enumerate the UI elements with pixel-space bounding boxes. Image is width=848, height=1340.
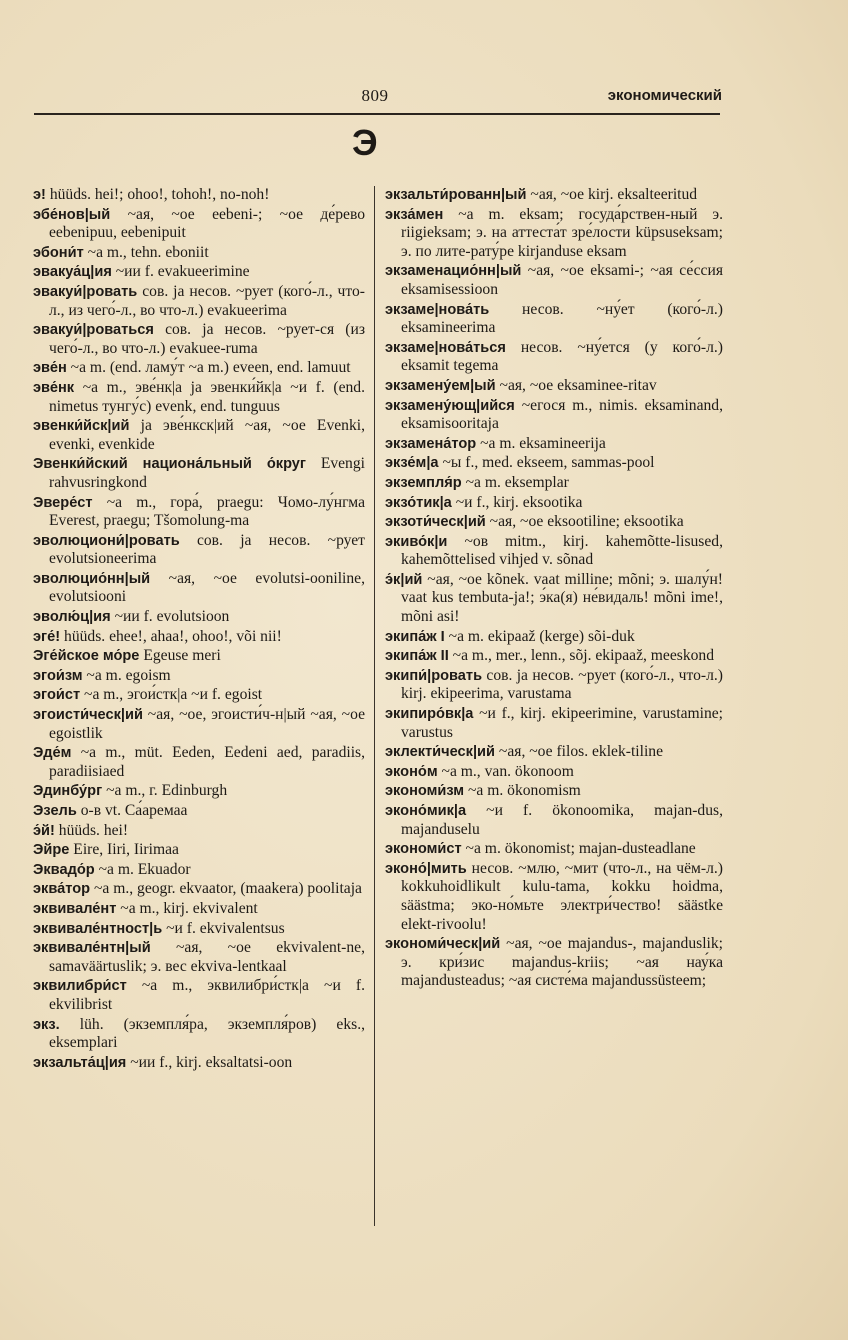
entry-headword: эквивале́нтност|ь bbox=[33, 920, 163, 937]
entry-headword: эконо́мик|а bbox=[385, 803, 467, 819]
entry-definition: ~ая, ~ое, эгоисти́ч-н|ый ~ая, ~ое egoistlik bbox=[49, 706, 365, 742]
entry-headword: Эдинбу́рг bbox=[33, 783, 103, 800]
entry-headword: экипа́ж I bbox=[385, 628, 445, 645]
dictionary-entry bbox=[385, 935, 723, 991]
entry-definition: ~а m. ökonomism bbox=[464, 782, 581, 800]
dictionary-entry bbox=[33, 321, 365, 358]
right-column bbox=[385, 186, 723, 992]
dictionary-entry bbox=[33, 920, 365, 939]
entry-headword: экзо́тик|а bbox=[385, 494, 452, 511]
entry-definition: ~ая, ~ое majandus-, majanduslik; э. кри́зис majandus-kriis; ~ая нау́ка majandusteadus; ~ая систе́ма majandussüsteem; bbox=[401, 935, 723, 990]
entry-definition: ~и f., kirj. eksootika bbox=[451, 493, 583, 511]
entry-headword: Эйре bbox=[33, 842, 70, 859]
entry-definition: ~ая, ~ое eksootiline; eksootika bbox=[485, 513, 684, 531]
dictionary-entry bbox=[385, 743, 723, 762]
entry-definition: ~а m., kirj. ekvivalent bbox=[116, 899, 258, 917]
entry-headword: эволюциони́|ровать bbox=[33, 532, 180, 549]
dictionary-entry bbox=[33, 628, 365, 647]
dictionary-entry bbox=[33, 939, 365, 976]
dictionary-entry bbox=[33, 861, 365, 880]
entry-headword: Эде́м bbox=[33, 745, 72, 762]
entry-definition: hüüds. hei! bbox=[54, 821, 129, 839]
entry-definition: ~ая, ~ое ekvivalent-ne, samaväärtuslik; э. вес ekviva-lentkaal bbox=[49, 939, 365, 975]
entry-definition: ~ии f. evakueerimine bbox=[111, 263, 250, 281]
entry-headword: Эге́йское мо́ре bbox=[33, 648, 140, 665]
entry-headword: эклекти́ческ|ий bbox=[385, 744, 496, 761]
dictionary-entry bbox=[33, 570, 365, 607]
entry-definition: ~а m. ekipaaž (kerge) sõi-duk bbox=[444, 627, 635, 645]
dictionary-entry bbox=[33, 667, 365, 686]
dictionary-entry bbox=[33, 706, 365, 743]
entry-definition: сов. ja несов. ~рует evolutsioneerima bbox=[49, 531, 365, 568]
entry-definition: ~а m., эквилибри́стк|а ~и f. ekvilibrist bbox=[49, 977, 365, 1013]
entry-headword: эгоисти́ческ|ий bbox=[33, 707, 143, 724]
entry-definition: ~ов mitm., kirj. kahemõtte-lisused, kahemõttelised vihjed v. sõnad bbox=[401, 532, 723, 569]
dictionary-entry bbox=[385, 494, 723, 513]
entry-headword: э́й! bbox=[33, 822, 55, 839]
dictionary-entry bbox=[385, 474, 723, 493]
entry-definition: ~а m., гора́, praegu: Чомо-лу́нгма Everest, praegu; Tšomolung-ma bbox=[49, 493, 365, 530]
entry-headword: э! bbox=[33, 187, 46, 203]
entry-headword: экономи́зм bbox=[385, 783, 465, 800]
dictionary-entry bbox=[385, 782, 723, 801]
dictionary-entry bbox=[385, 301, 723, 338]
entry-definition: Egeuse meri bbox=[139, 647, 221, 665]
dictionary-entry bbox=[33, 782, 365, 801]
dictionary-entry bbox=[385, 628, 723, 647]
dictionary-entry bbox=[33, 1054, 365, 1073]
dictionary-entry bbox=[33, 532, 365, 569]
entry-headword: эбони́т bbox=[33, 244, 84, 261]
entry-definition: ~ая, ~ое eebeni-; ~ое де́рево eebenipuu, eebenipuit bbox=[49, 205, 365, 242]
entry-definition: ~а m. eksamineerija bbox=[476, 434, 606, 452]
dictionary-entry bbox=[33, 359, 365, 378]
dictionary-entry bbox=[385, 435, 723, 454]
entry-headword: Эзель bbox=[33, 803, 77, 819]
dictionary-entry bbox=[33, 802, 365, 821]
entry-definition: ~а m., г. Edinburgh bbox=[102, 782, 228, 800]
dictionary-entry bbox=[385, 339, 723, 376]
entry-definition: несов. ~млю, ~мит (что-л., на чём-л.) kokkuhoidlikult kulu-tama, kokku hoidma, säästma; эко-но́мьте электри́чество! säästke elekt-rivoolu! bbox=[401, 859, 723, 933]
dictionary-entry bbox=[33, 263, 365, 282]
entry-definition: ~ая, ~ое evolutsi-ooniline, evolutsiooni bbox=[49, 569, 365, 606]
dictionary-entry bbox=[33, 900, 365, 919]
entry-headword: экзамену́ем|ый bbox=[385, 377, 496, 394]
dictionary-entry bbox=[33, 1016, 365, 1053]
entry-headword: экономи́ческ|ий bbox=[385, 936, 501, 953]
entry-headword: экзаме|нова́ть bbox=[385, 301, 490, 318]
entry-headword: экземпля́р bbox=[385, 474, 462, 491]
dictionary-entry bbox=[33, 417, 365, 454]
entry-definition: ~ая, ~ое eksaminee-ritav bbox=[495, 376, 657, 394]
dictionary-entry bbox=[33, 880, 365, 899]
entry-definition: ~и f. ekvivalentsus bbox=[162, 919, 285, 937]
entry-definition: ~и f., kirj. ekipeerimine, varustamine; varustus bbox=[401, 705, 723, 741]
entry-definition: ~а m., van. ökonoom bbox=[437, 762, 574, 780]
dictionary-entry bbox=[33, 455, 365, 492]
entry-headword: экзамену́ющ|ийся bbox=[385, 397, 515, 414]
dictionary-entry bbox=[385, 454, 723, 473]
page-number: 809 bbox=[361, 86, 389, 105]
entry-headword: экипа́ж II bbox=[385, 648, 449, 665]
left-column bbox=[33, 186, 365, 1073]
column-divider bbox=[374, 186, 375, 1226]
entry-definition: ~ая, ~ое kõnek. vaat milline; mõni; э. шалу́н! vaat kus tembuta-ja!; э́ка(я) не́видаль! mõni ime!, mõni asi! bbox=[401, 570, 723, 626]
dictionary-entry bbox=[385, 667, 723, 704]
entry-headword: экзаменацио́нн|ый bbox=[385, 263, 522, 280]
entry-definition: ~ая, ~ое filos. eklek-tiline bbox=[495, 743, 664, 761]
entry-definition: ~ии f. evolutsioon bbox=[110, 608, 230, 626]
entry-definition: ~а m., эве́нк|а ja эвенки́йк|а ~и f. (end. nimetus тунгу́с) evenk, end. tunguus bbox=[49, 378, 365, 415]
dictionary-entry bbox=[33, 283, 365, 320]
entry-definition: о-в vt. Са́аремаа bbox=[76, 802, 188, 819]
entry-headword: э́к|ий bbox=[385, 571, 423, 588]
entry-definition: ~а m., tehn. eboniit bbox=[83, 243, 209, 261]
entry-definition: ~а m. eksam; госуда́рствен-ный э. riigieksam; э. на аттеста́т зре́лости küpsuseksam; э. по лите-рату́ре kirjanduse eksam bbox=[401, 205, 723, 260]
dictionary-entry bbox=[385, 186, 723, 205]
entry-headword: экипиро́вк|а bbox=[385, 706, 474, 723]
dictionary-entry bbox=[33, 379, 365, 416]
entry-definition: hüüds. hei!; ohoo!, tohoh!, no-noh! bbox=[45, 186, 270, 203]
entry-definition: сов. ja несов. ~рует (кого́-л., что-л.) kirj. ekipeerima, varustama bbox=[401, 666, 723, 703]
entry-headword: эвакуи́|роваться bbox=[33, 322, 154, 339]
entry-headword: эквилибри́ст bbox=[33, 978, 127, 995]
dictionary-entry bbox=[33, 822, 365, 841]
dictionary-entry bbox=[385, 860, 723, 934]
entry-headword: эбе́нов|ый bbox=[33, 206, 111, 223]
dictionary-entry bbox=[385, 840, 723, 859]
entry-headword: экзаме|нова́ться bbox=[385, 339, 506, 356]
dictionary-entry bbox=[385, 705, 723, 742]
entry-definition: ~ая, ~ое eksami-; ~ая се́ссия eksamisessioon bbox=[401, 262, 723, 298]
entry-headword: эконо́м bbox=[385, 763, 438, 780]
entry-definition: ~егося m., nimis. eksaminand, eksamisooritaja bbox=[401, 396, 723, 433]
dictionary-entry bbox=[385, 763, 723, 782]
entry-definition: ~а m. eksemplar bbox=[461, 473, 569, 491]
header-rule bbox=[34, 113, 720, 115]
dictionary-entry bbox=[385, 377, 723, 396]
dictionary-entry bbox=[33, 647, 365, 666]
entry-headword: эквивале́нт bbox=[33, 900, 117, 917]
dictionary-entry bbox=[385, 571, 723, 627]
entry-definition: ~а m. Ekuador bbox=[94, 860, 191, 878]
entry-definition: hüüds. ehee!, ahaa!, ohoo!, või nii! bbox=[60, 627, 282, 645]
dictionary-entry bbox=[385, 397, 723, 434]
entry-headword: эвакуа́ц|ия bbox=[33, 264, 112, 281]
entry-headword: экзоти́ческ|ий bbox=[385, 514, 486, 531]
entry-definition: ~а m., geogr. ekvaator, (maakera) poolitaja bbox=[90, 880, 362, 898]
entry-headword: экономи́ст bbox=[385, 841, 462, 858]
entry-definition: lüh. (экземпля́ра, экземпля́ров) eks., eksemplari bbox=[49, 1015, 365, 1052]
dictionary-entry bbox=[385, 802, 723, 839]
entry-definition: ~а m., müt. Eeden, Eedeni aed, paradiis, paradiisiaed bbox=[49, 744, 365, 780]
dictionary-entry bbox=[385, 206, 723, 262]
running-head: экономический bbox=[607, 87, 722, 104]
entry-headword: экипи́|ровать bbox=[385, 667, 483, 684]
entry-headword: экзальта́ц|ия bbox=[33, 1054, 127, 1071]
entry-definition: ~и f. ökonoomika, majan-dus, majanduselu bbox=[401, 802, 723, 838]
entry-headword: эге́! bbox=[33, 628, 61, 645]
entry-headword: эве́н bbox=[33, 360, 67, 377]
entry-headword: эконо́|мить bbox=[385, 860, 467, 877]
entry-definition: ~а m., mer., lenn., sõj. ekipaaž, meeskond bbox=[448, 647, 715, 665]
entry-headword: Эвере́ст bbox=[33, 494, 93, 511]
entry-headword: эгои́ст bbox=[33, 687, 81, 704]
dictionary-entry bbox=[33, 494, 365, 531]
entry-definition: ~а m. (end. ламу́т ~а m.) eveen, end. lamuut bbox=[66, 359, 351, 377]
entry-headword: Эквадо́р bbox=[33, 861, 95, 878]
entry-headword: эве́нк bbox=[33, 379, 75, 396]
entry-headword: эвакуи́|ровать bbox=[33, 283, 138, 300]
entry-definition: Eire, Iiri, Iirimaa bbox=[69, 841, 179, 859]
entry-headword: экзе́м|а bbox=[385, 455, 439, 472]
entry-headword: экзальти́рованн|ый bbox=[385, 187, 527, 203]
dictionary-entry bbox=[33, 186, 365, 205]
entry-definition: Evengi rahvusringkond bbox=[49, 455, 365, 491]
dictionary-entry bbox=[33, 686, 365, 705]
entry-headword: эвенки́йск|ий bbox=[33, 418, 130, 435]
entry-headword: Эвенки́йский национа́льный о́круг bbox=[33, 456, 306, 473]
entry-headword: эволю́ц|ия bbox=[33, 609, 111, 626]
entry-definition: сов. ja несов. ~рует-ся (из чего́-л., во что-л.) evakuee-ruma bbox=[49, 321, 365, 357]
entry-definition: ~а m. ökonomist; majan-dusteadlane bbox=[461, 840, 696, 858]
entry-definition: несов. ~ну́ет (кого́-л.) eksamineerima bbox=[401, 300, 723, 337]
entry-definition: несов. ~ну́ется (у кого́-л.) eksamit tegema bbox=[401, 338, 723, 375]
entry-definition: сов. ja несов. ~рует (кого́-л., что-л., из чего́-л., во что-л.) evakueerima bbox=[49, 282, 365, 319]
entry-headword: эквивале́нтн|ый bbox=[33, 940, 151, 957]
dictionary-entry bbox=[385, 513, 723, 532]
entry-definition: ja эве́нкск|ий ~ая, ~ое Evenki, evenki, evenkide bbox=[49, 417, 365, 453]
dictionary-entry bbox=[33, 206, 365, 243]
entry-headword: эволюцио́нн|ый bbox=[33, 570, 151, 587]
dictionary-entry bbox=[33, 608, 365, 627]
entry-headword: экз. bbox=[33, 1016, 60, 1033]
entry-headword: экиво́к|и bbox=[385, 533, 448, 550]
entry-definition: ~а m., эгои́стк|а ~и f. egoist bbox=[80, 686, 263, 704]
dictionary-entry bbox=[33, 977, 365, 1014]
dictionary-entry bbox=[33, 841, 365, 860]
entry-headword: экза́мен bbox=[385, 206, 444, 223]
dictionary-entry bbox=[385, 262, 723, 299]
entry-definition: ~ии f., kirj. eksaltatsi-oon bbox=[126, 1053, 293, 1071]
dictionary-entry bbox=[385, 533, 723, 570]
dictionary-entry bbox=[385, 647, 723, 666]
entry-headword: эгои́зм bbox=[33, 667, 83, 684]
dictionary-entry bbox=[33, 244, 365, 263]
entry-headword: экзамена́тор bbox=[385, 435, 477, 452]
entry-definition: ~ая, ~ое kirj. eksalteeritud bbox=[526, 186, 698, 203]
entry-definition: ~ы f., med. ekseem, sammas-pool bbox=[438, 454, 655, 472]
dictionary-entry bbox=[33, 744, 365, 781]
entry-definition: ~а m. egoism bbox=[82, 666, 171, 684]
section-letter: Э bbox=[352, 122, 378, 163]
entry-headword: эква́тор bbox=[33, 881, 91, 898]
